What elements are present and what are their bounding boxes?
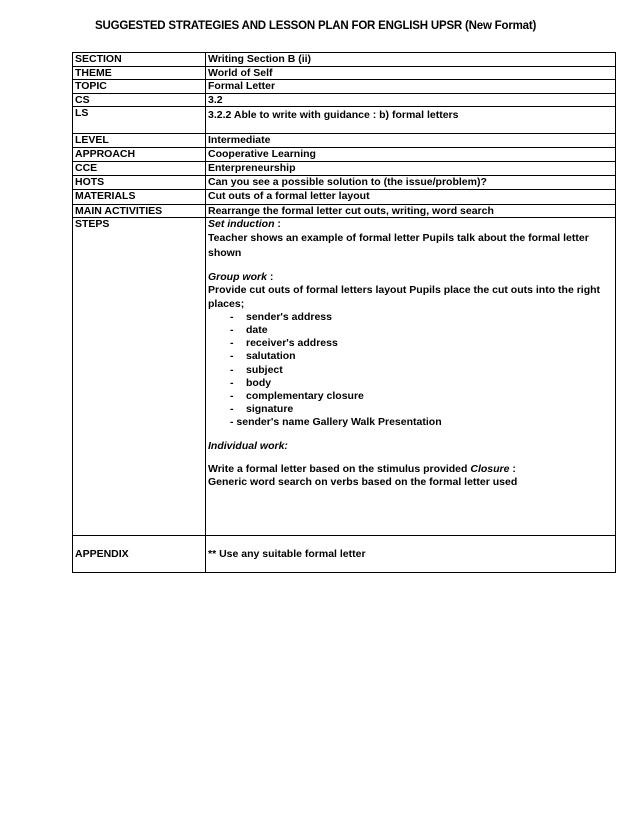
letter-parts-list <box>208 311 615 430</box>
lesson-plan-table <box>72 52 616 573</box>
row-label: HOTS <box>73 176 206 190</box>
row-value: Enterpreneurship <box>206 162 616 176</box>
page-title: SUGGESTED STRATEGIES AND LESSON PLAN FOR ENGLISH UPSR (New Format) <box>95 20 537 32</box>
group-work-colon: : <box>266 271 274 284</box>
row-label: LS <box>73 107 206 134</box>
group-work-line <box>208 271 615 284</box>
list-item-label: body <box>246 376 272 389</box>
list-item-label: signature <box>246 403 294 416</box>
table-row <box>73 107 616 134</box>
table-row <box>73 66 616 80</box>
ls-text: 3.2.2 Able to write with guidance : b) formal letters <box>208 109 459 121</box>
table-row <box>73 189 616 204</box>
row-label: APPROACH <box>73 148 206 162</box>
row-label: CS <box>73 93 206 107</box>
set-induction-heading: Set induction <box>208 218 275 230</box>
row-label: STEPS <box>73 218 206 536</box>
row-label: MATERIALS <box>73 189 206 204</box>
list-item: - signature <box>230 403 294 416</box>
set-induction-line <box>208 218 615 231</box>
steps-row <box>73 218 616 536</box>
table-row <box>73 148 616 162</box>
individual-work-text: Write a formal letter based on the stimulus provided <box>208 462 468 475</box>
list-item-label: - sender's name Gallery Walk Presentation <box>230 416 442 429</box>
list-item: - salutation <box>230 350 296 363</box>
row-value: ** Use any suitable formal letter <box>206 536 616 573</box>
table-row <box>73 162 616 176</box>
list-item-label: sender's address <box>246 310 332 323</box>
list-item: - date <box>230 324 268 337</box>
list-item-label: subject <box>246 363 283 376</box>
row-value: 3.2 <box>206 93 616 107</box>
list-item-label: complementary closure <box>246 390 364 403</box>
list-item: - receiver's address <box>230 337 338 350</box>
list-item <box>208 416 615 429</box>
row-value: Intermediate <box>206 134 616 148</box>
row-label: LEVEL <box>73 134 206 148</box>
list-item: - subject <box>230 363 283 376</box>
list-item-label: salutation <box>246 350 296 363</box>
group-work-text: Provide cut outs of formal letters layout Pupils place the cut outs into the right places; <box>208 284 601 310</box>
appendix-row <box>73 536 616 573</box>
table-row <box>73 176 616 190</box>
table-row <box>73 134 616 148</box>
row-label: APPENDIX <box>73 536 206 573</box>
table-row <box>73 80 616 94</box>
spacer <box>208 261 615 271</box>
row-label: SECTION <box>73 53 206 67</box>
closure-text: Generic word search on verbs based on the formal letter used <box>208 476 518 489</box>
group-work-heading: Group work <box>208 271 267 284</box>
row-value: Formal Letter <box>206 80 616 94</box>
list-item-label: date <box>246 324 268 337</box>
spacer <box>208 453 615 463</box>
table-row <box>73 53 616 67</box>
set-induction-text: Teacher shows an example of formal letter Pupils talk about the formal letter shown <box>208 232 589 260</box>
row-label: TOPIC <box>73 80 206 94</box>
row-label: THEME <box>73 66 206 80</box>
table-row <box>73 93 616 107</box>
row-value: Writing Section B (ii) <box>206 53 616 67</box>
steps-content <box>206 218 616 536</box>
closure-heading: Closure <box>470 462 510 475</box>
individual-work-line <box>208 463 615 476</box>
row-value: World of Self <box>206 66 616 80</box>
closure-colon: : <box>509 462 516 475</box>
list-item: - sender's address <box>230 310 332 323</box>
row-value: Rearrange the formal letter cut outs, writing, word search <box>206 204 616 218</box>
row-label: CCE <box>73 162 206 176</box>
row-label: MAIN ACTIVITIES <box>73 204 206 218</box>
list-item-label: receiver's address <box>246 337 338 350</box>
list-item: - body <box>230 376 272 389</box>
list-item: - complementary closure <box>230 390 364 403</box>
row-value: Cut outs of a formal letter layout <box>206 189 616 204</box>
individual-work-heading: Individual work: <box>208 439 288 452</box>
table-row <box>73 204 616 218</box>
row-value: Can you see a possible solution to (the issue/problem)? <box>206 176 616 190</box>
spacer <box>208 430 615 440</box>
set-induction-colon: : <box>274 218 281 230</box>
row-value: Cooperative Learning <box>206 148 616 162</box>
row-value <box>206 107 616 134</box>
